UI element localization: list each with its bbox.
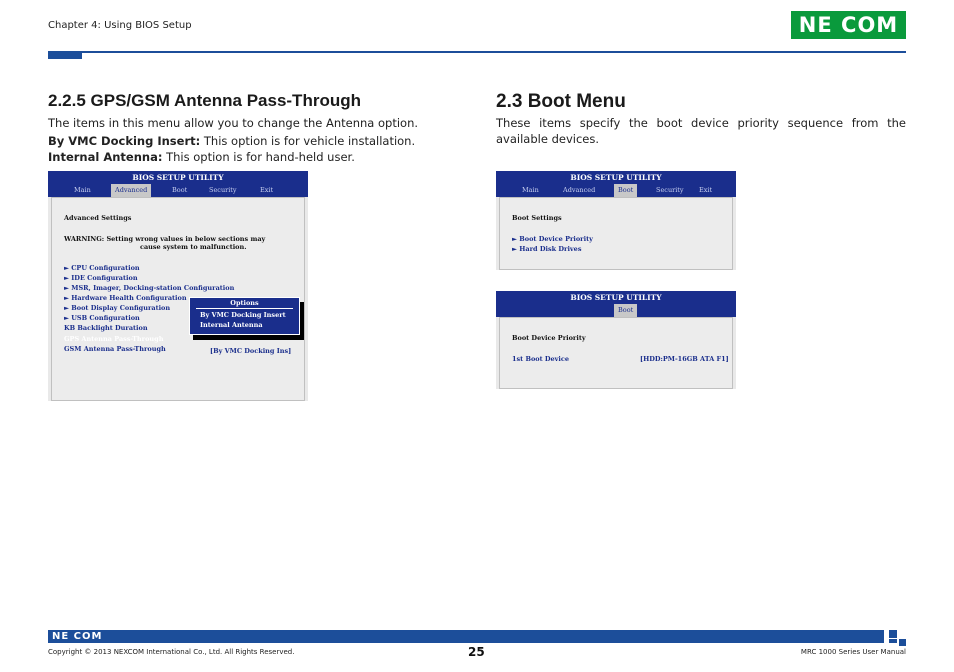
nexcom-logo: NE COM [791, 11, 906, 39]
header-rule [48, 51, 906, 53]
bios-menu-main: Main [522, 186, 539, 194]
bios-item-msr: ► MSR, Imager, Docking-station Configuration [64, 284, 235, 292]
bios-menu-security: Security [656, 186, 684, 194]
option-vmc-docking: By VMC Docking Insert [200, 311, 286, 319]
bios-item-boot-priority: ► Boot Device Priority [512, 235, 593, 243]
bios-screenshot-boot-settings [496, 171, 736, 270]
bios-menu-security: Security [209, 186, 237, 194]
bios-item-hardware: ► Hardware Health Configuration [64, 294, 187, 302]
options-popup [189, 297, 300, 335]
bios-body [499, 197, 733, 270]
bios-body [499, 317, 733, 389]
option-internal-antenna: Internal Antenna [200, 321, 263, 329]
options-title: Options [230, 299, 259, 307]
bios-item-gsm: GSM Antenna Pass-Through [64, 345, 166, 353]
bios-title: BIOS SETUP UTILITY [496, 171, 736, 184]
bios-item-usb: ► USB Configuration [64, 314, 140, 322]
gps-option-internal: Internal Antenna: This option is for hand-held user. [48, 150, 355, 164]
section-heading-boot: 2.3 Boot Menu [496, 91, 626, 112]
bios-item-kb-backlight: KB Backlight Duration [64, 324, 148, 332]
bios-item-ide: ► IDE Configuration [64, 274, 138, 282]
bios-section-title: Advanced Settings [64, 214, 132, 222]
bios-screenshot-boot-priority [496, 291, 736, 389]
gps-intro: The items in this menu allow you to change the Antenna option. [48, 116, 419, 130]
bios-section-title: Boot Device Priority [512, 334, 586, 342]
manual-title: MRC 1000 Series User Manual [800, 648, 906, 656]
bios-item-hard-disk: ► Hard Disk Drives [512, 245, 582, 253]
bios-item-gps: GPS Antenna Pass-Through [64, 335, 164, 343]
section-heading-gps: 2.2.5 GPS/GSM Antenna Pass-Through [48, 91, 361, 110]
bios-section-title: Boot Settings [512, 214, 562, 222]
bios-menu-boot: Boot [172, 186, 188, 194]
copyright: Copyright © 2013 NEXCOM International Co., Ltd. All Rights Reserved. [48, 648, 295, 656]
bios-menu-advanced: Advanced [563, 186, 596, 194]
bios-menu-boot: Boot [614, 184, 637, 197]
bios-menu-bar [496, 184, 736, 197]
bios-menu-bar [496, 304, 736, 317]
bios-warning-line2: cause system to malfunction. [140, 243, 247, 251]
bios-item-display: ► Boot Display Configuration [64, 304, 171, 312]
footer-square-3 [889, 639, 897, 643]
bios-menu-exit: Exit [699, 186, 713, 194]
options-divider [196, 308, 293, 309]
bios-menu-exit: Exit [260, 186, 274, 194]
bios-title: BIOS SETUP UTILITY [496, 291, 736, 304]
bios-first-boot-value: [HDD:PM-16GB ATA F1] [640, 355, 729, 363]
boot-intro: These items specify the boot device priority sequence from the available devices. [496, 116, 906, 146]
chapter-title: Chapter 4: Using BIOS Setup [48, 20, 192, 31]
footer-square-1 [889, 630, 897, 638]
bios-item-cpu: ► CPU Configuration [64, 264, 140, 272]
bios-screenshot-advanced [48, 171, 308, 401]
bios-gsm-value: [By VMC Docking Ins] [210, 347, 292, 355]
gps-option-vmc: By VMC Docking Insert: This option is for vehicle installation. [48, 134, 416, 148]
bios-item-first-boot-device: 1st Boot Device [512, 355, 569, 363]
header-rule-block [48, 53, 82, 59]
bios-warning-line1: WARNING: Setting wrong values in below sections may [64, 235, 266, 243]
page-number: 25 [468, 645, 485, 659]
bios-menu-boot: Boot [614, 304, 637, 317]
footer-square-2 [899, 639, 906, 646]
footer-logo: NE COM [52, 631, 103, 642]
bios-menu-bar [48, 184, 308, 197]
bios-title: BIOS SETUP UTILITY [48, 171, 308, 184]
footer-bar [48, 630, 884, 643]
bios-menu-advanced: Advanced [111, 184, 151, 197]
bios-menu-main: Main [74, 186, 91, 194]
